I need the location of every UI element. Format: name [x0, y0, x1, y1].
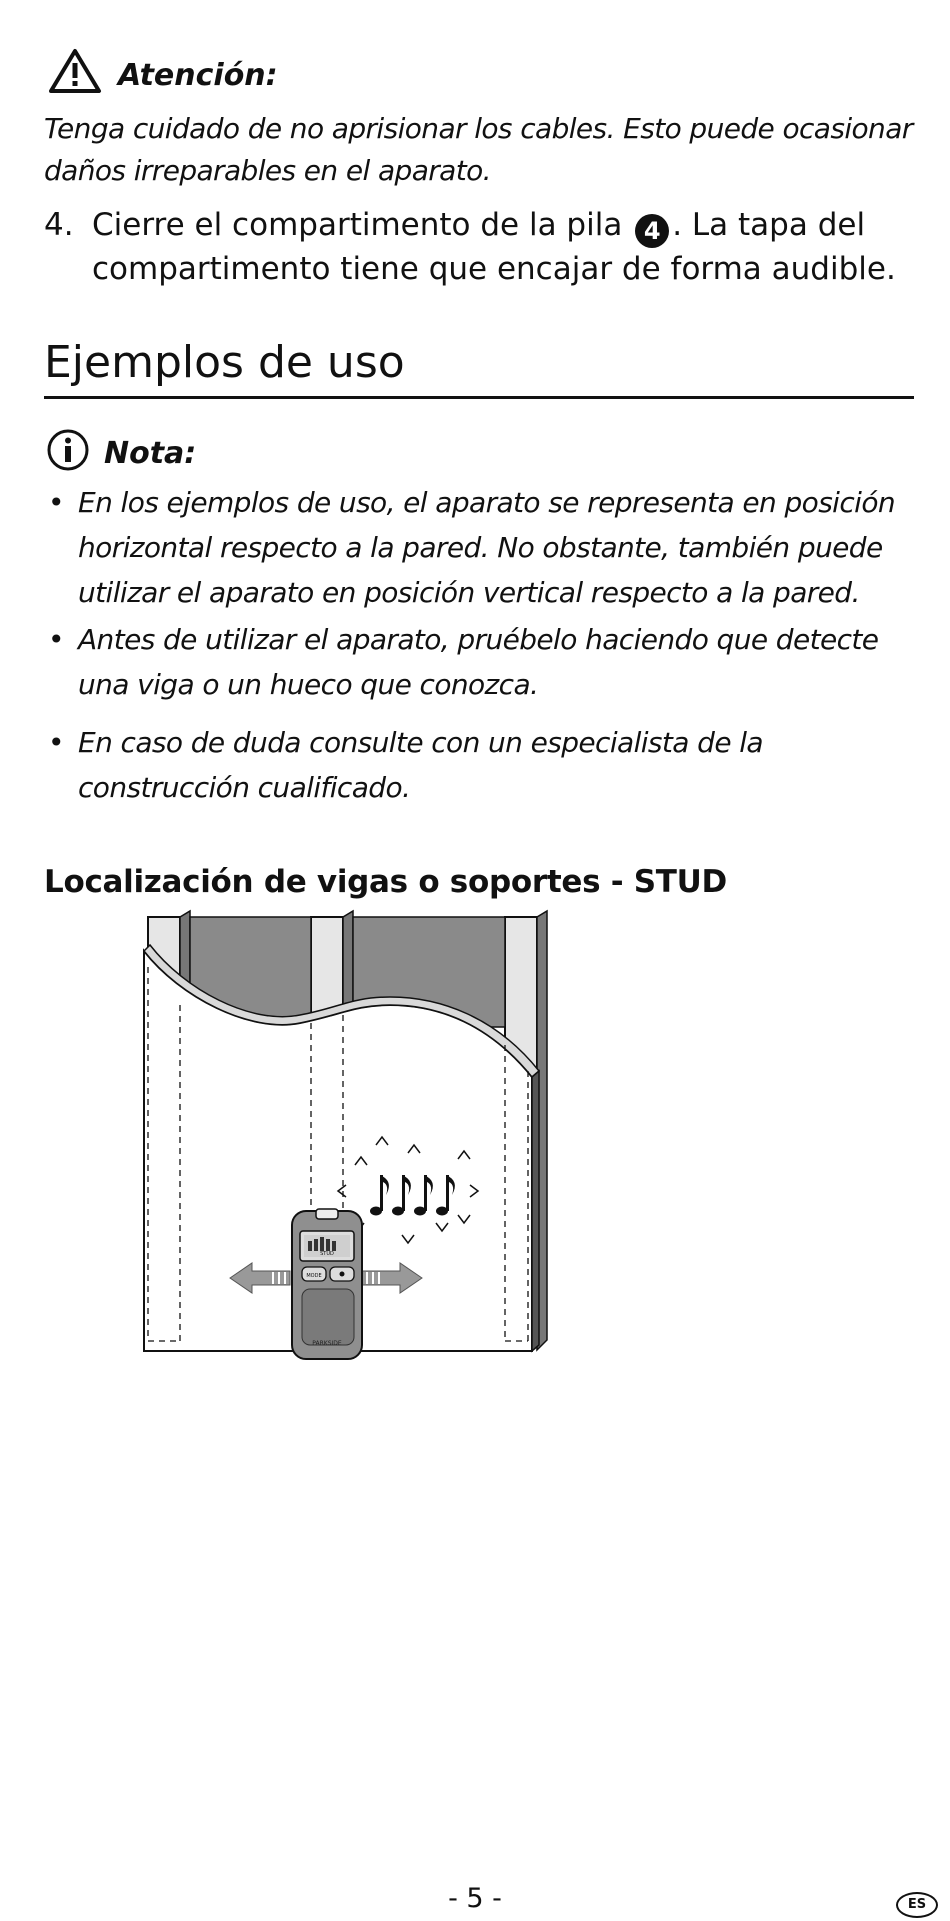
stud-finder-device — [292, 1209, 362, 1359]
battery-compartment-ref: 4 — [635, 214, 669, 248]
info-icon — [46, 428, 90, 472]
bullet-dot: • — [48, 486, 64, 519]
note-bullet-text: Antes de utilizar el aparato, pruébelo haciendo que detecte una viga o un hueco que conozca. — [78, 623, 879, 701]
step-text-after: . La tapa del compartimento tiene que encajar de forma audible. — [92, 207, 896, 287]
stud-finder-wall-illustration — [140, 905, 560, 1375]
device-mode-button: MODE — [306, 1273, 322, 1279]
note-label: Nota: — [104, 436, 197, 471]
device-display-text: STUD — [320, 1251, 334, 1257]
note-bullet-text: En caso de duda consulte con un especialista de la construcción cualificado. — [78, 726, 763, 804]
bullet-dot: • — [48, 726, 64, 759]
step-number: 4. — [44, 207, 74, 243]
attention-text: Tenga cuidado de no aprisionar los cables. Esto puede ocasionar daños irreparables en el aparato. — [44, 112, 913, 187]
note-header — [46, 428, 196, 472]
warning-triangle-icon — [48, 48, 102, 94]
step-text — [92, 204, 932, 290]
device-brand-text: PARKSIDE — [312, 1340, 342, 1347]
attention-label: Atención: — [118, 58, 278, 93]
subsection-title: Localización de vigas o soportes - STUD — [44, 864, 727, 900]
step-text-before: Cierre el compartimento de la pila — [92, 207, 623, 243]
section-title: Ejemplos de uso — [44, 337, 405, 388]
page-number: - 5 - — [448, 1883, 502, 1914]
bullet-dot: • — [48, 623, 64, 656]
section-divider — [44, 396, 914, 399]
note-bullet-text: En los ejemplos de uso, el aparato se representa en posición horizontal respecto a la pared. No obstante, también puede utilizar el aparato en posición vertical respecto a la pared. — [78, 486, 896, 609]
language-badge: ES — [896, 1892, 938, 1918]
attention-header — [48, 48, 278, 94]
